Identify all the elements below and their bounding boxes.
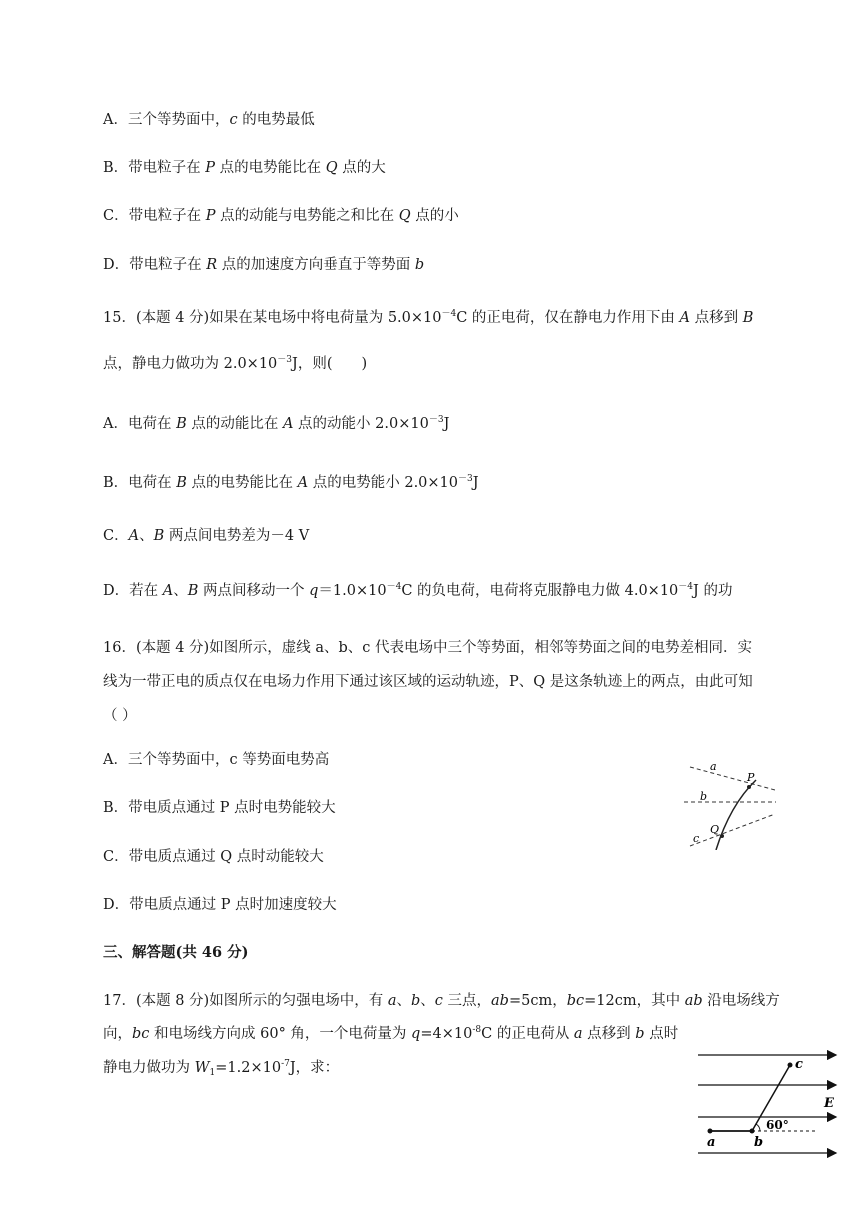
- label-p: P: [747, 771, 755, 784]
- q17-stem-line3: 静电力做功为 $W_1=1.2\times 10^{-7}J$，求：: [103, 1059, 340, 1078]
- point-b-dot: [750, 1129, 755, 1134]
- label-a: a: [707, 1135, 716, 1150]
- equipotential-line-c: [690, 814, 775, 846]
- point-p-dot: [747, 785, 751, 789]
- q17-stem-line1: 17．(本题 8 分)如图所示的匀强电场中，有 a、b、c 三点，ab=5cm，bc=12cm，其中 ab 沿电场线方: [103, 993, 780, 1009]
- point-c-dot: [788, 1063, 793, 1068]
- label-e: E: [824, 1096, 834, 1111]
- angle-arc: [756, 1124, 760, 1131]
- uniform-field-figure: [696, 1045, 841, 1160]
- q16-option-b: B．带电质点通过 P 点时电势能较大: [103, 800, 336, 816]
- label-c: c: [693, 832, 700, 845]
- trajectory-curve: [716, 780, 756, 850]
- q16-stem: 16．(本题 4 分)如图所示，虚线 a、b、c 代表电场中三个等势面，相邻等势面之间的电势差相同．实线为一带正电的质点仅在电场力作用下通过该区域的运动轨迹，P、Q 是这条轨迹上的两点，由此可知（ ）: [103, 640, 753, 724]
- label-60-degrees: 60°: [766, 1118, 789, 1132]
- q17-stem-line2: 向，bc 和电场线方向成 60° 角，一个电荷量为 $q=4\times 10^{-8}C$ 的正电荷从 a 点移到 b 点时: [103, 1025, 679, 1042]
- q14-option-d: D．带电粒子在 R 点的加速度方向垂直于等势面 b: [103, 257, 425, 273]
- section-heading: 三、解答题(共 46 分): [103, 944, 249, 961]
- q15-option-a: A．电荷在 B 点的动能比在 A 点的动能小 $2.0\times 10^{-3}J$: [103, 415, 450, 432]
- q14-option-b: B．带电粒子在 P 点的电势能比在 Q 点的大: [103, 160, 386, 176]
- q16-option-a: A．三个等势面中，c 等势面电势高: [103, 752, 330, 768]
- q16-option-d: D．带电质点通过 P 点时加速度较大: [103, 897, 337, 913]
- q16-option-c: C．带电质点通过 Q 点时动能较大: [103, 849, 324, 865]
- q15-option-d: D．若在 A、B 两点间移动一个 $q=1.0\times 10^{-4}C$ 的负电荷，电荷将克服静电力做 $4.0\times 10^{-4}J$ 的功: [103, 582, 733, 599]
- q15-stem-line2: 点，静电力做功为 $2.0\times 10^{-3}J$，则( ): [103, 355, 368, 372]
- label-q: Q: [710, 823, 720, 836]
- q14-option-c: C．带电粒子在 P 点的动能与电势能之和比在 Q 点的小: [103, 208, 459, 224]
- q15-option-b: B．电荷在 B 点的电势能比在 A 点的电势能小 $2.0\times 10^{-3}J$: [103, 474, 479, 491]
- label-b: b: [700, 790, 708, 803]
- q15-option-c: C．A、B 两点间电势差为－4 V: [103, 528, 310, 544]
- q14-option-a: A．三个等势面中，c 的电势最低: [103, 112, 315, 128]
- point-q-dot: [720, 834, 724, 838]
- label-a: a: [710, 760, 717, 773]
- label-c: c: [795, 1057, 803, 1072]
- label-b: b: [754, 1135, 764, 1150]
- equipotential-figure: [680, 760, 780, 850]
- q15-stem-line1: 15．(本题 4 分)如果在某电场中将电荷量为 $5.0\times 10^{-4}C$ 的正电荷，仅在静电力作用下由 A 点移到 B: [103, 309, 754, 326]
- point-a-dot: [708, 1129, 713, 1134]
- equipotential-line-a: [690, 767, 775, 790]
